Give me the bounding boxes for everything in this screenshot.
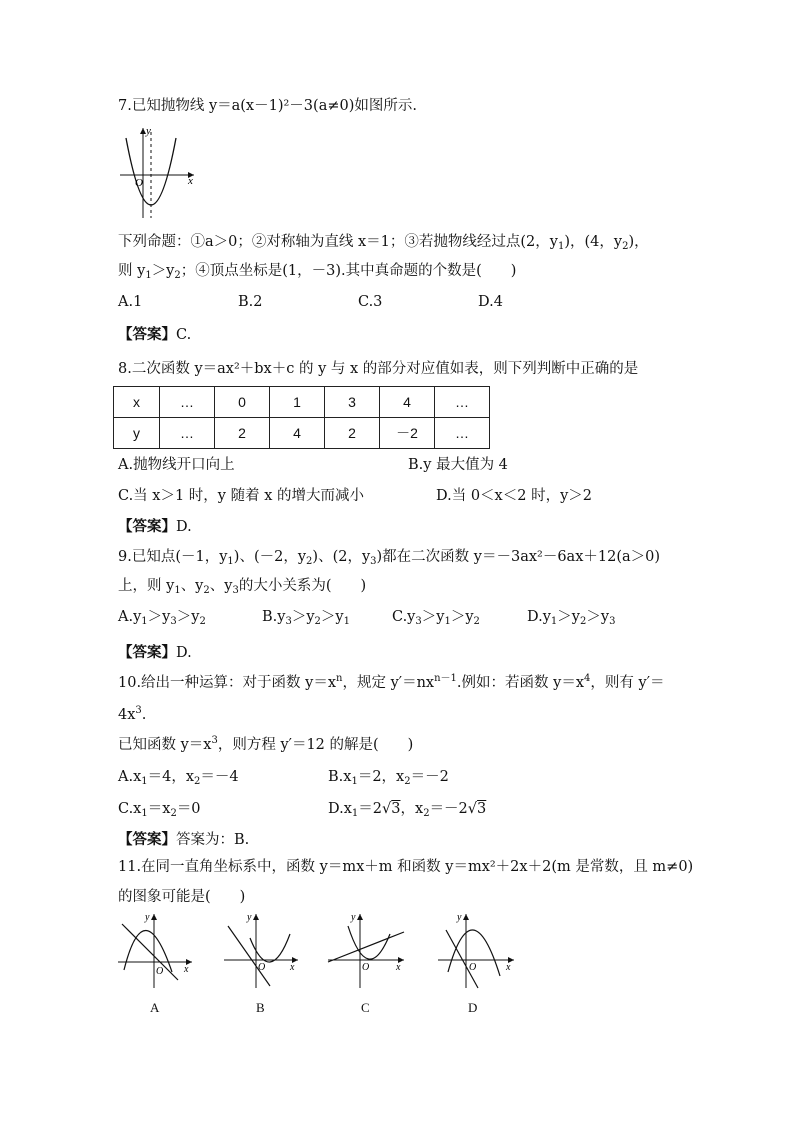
q8-stem: 8.二次函数 y＝ax²＋bx＋c 的 y 与 x 的部分对应值如表，则下列判断中正确的是 — [118, 361, 639, 377]
svg-text:y: y — [145, 912, 150, 923]
svg-text:O: O — [469, 962, 477, 973]
svg-text:x: x — [290, 962, 295, 973]
q7-option-c: C.3 — [358, 294, 383, 310]
svg-text:y: y — [247, 912, 252, 923]
svg-text:x: x — [184, 964, 189, 975]
q7-propositions-line2: 则 $y_1>y_2$；④顶点坐标是(1，－3).其中真命题的个数是( ) — [118, 263, 517, 281]
svg-text:O: O — [258, 962, 266, 973]
q7-propositions-line1: 下列命题：①a＞0；②对称轴为直线 x＝1；③若抛物线经过点(2，$y_1$)，(4，$y_2$)， — [118, 234, 649, 252]
q8-option-a: A.抛物线开口向上 — [118, 457, 235, 473]
q11-caption-d: D — [468, 1000, 478, 1015]
q9-option-b: $B.y_3>y_2>y_1$ — [262, 609, 350, 627]
q11-caption-c: C — [361, 1000, 370, 1015]
q8-answer: 【答案】D. — [118, 518, 192, 535]
svg-text:O: O — [362, 962, 370, 973]
q7-fig-origin-label: O — [135, 177, 143, 189]
q7-stem: 7.已知抛物线 y＝a(x－1)²－3(a≠0)如图所示. — [118, 98, 417, 114]
svg-text:O: O — [156, 966, 164, 977]
svg-text:x: x — [396, 962, 401, 973]
q7-option-a: A.1 — [118, 294, 143, 310]
q7-option-d: D.4 — [478, 294, 503, 310]
q11-graph-a — [116, 910, 198, 990]
table-row: y … 2 4 2 －2 … — [114, 418, 490, 449]
sqrt-symbol-1: √3 — [382, 801, 401, 817]
q11-graph-b — [222, 910, 304, 990]
q9-stem-line1: 9.已知点(－1，$y_1$)、(－2，$y_2$)、(2，$y_3$)都在二次函数 y＝－3ax²－6ax＋12(a＞0) — [118, 549, 661, 567]
q9-answer: 【答案】D. — [118, 644, 192, 661]
q10-stem-line3: 已知函数 $y=x^3$，则方程 y′＝12 的解是( ) — [118, 735, 414, 753]
q7-parabola-figure — [118, 124, 198, 220]
svg-text:y: y — [351, 912, 356, 923]
q7-fig-x-label: x — [188, 175, 193, 187]
svg-text:y: y — [457, 912, 462, 923]
q10-option-d: $D.x_1=2√3$，$x_2=-2√3$ — [328, 801, 487, 819]
q10-option-c: $C.x_1=x_2=0$ — [118, 801, 201, 819]
q7-option-b: B.2 — [238, 294, 263, 310]
q8-value-table — [113, 386, 490, 449]
q9-option-a: $A.y_1>y_3>y_2$ — [118, 609, 206, 627]
q9-stem-line2: 上，则 $y_1$、$y_2$、$y_3$的大小关系为( ) — [118, 578, 367, 596]
q11-stem-line1: 11.在同一直角坐标系中，函数 y＝mx＋m 和函数 y＝mx²＋2x＋2(m 是常数，且 m≠0) — [118, 859, 694, 875]
svg-text:x: x — [506, 962, 511, 973]
q10-option-b: $B.x_1=2$，$x_2=-2$ — [328, 769, 449, 787]
sqrt-symbol-2: √3 — [467, 801, 487, 817]
q11-stem-line2: 的图象可能是( ) — [118, 889, 246, 905]
table-row: x … 0 1 3 4 … — [114, 387, 490, 418]
q10-answer: 【答案】答案为：B. — [118, 831, 250, 848]
q10-stem-line1: 10.给出一种运算：对于函数 $y=x^n$，规定 $y'=nx^{n-1}$.例如：若函数 $y=x^4$，则有 y′＝ — [118, 673, 665, 691]
q10-stem-line2: $4x^3$. — [118, 705, 147, 723]
q9-option-d: $D.y_1>y_2>y_3$ — [527, 609, 616, 627]
q11-graph-c — [326, 910, 410, 990]
q7-answer: 【答案】C. — [118, 326, 192, 343]
q8-option-c: C.当 x＞1 时，y 随着 x 的增大而减小 — [118, 488, 365, 504]
q8-option-d: D.当 0＜x＜2 时，y＞2 — [436, 488, 592, 504]
q7-fig-y-label: y — [146, 125, 151, 137]
q9-option-c: $C.y_3>y_1>y_2$ — [392, 609, 480, 627]
q11-caption-b: B — [256, 1000, 265, 1015]
q11-caption-a: A — [150, 1000, 160, 1015]
q8-option-b: B.y 最大值为 4 — [408, 457, 508, 473]
q11-graph-d — [436, 910, 520, 990]
q10-option-a: $A.x_1=4$，$x_2=-4$ — [118, 769, 239, 787]
